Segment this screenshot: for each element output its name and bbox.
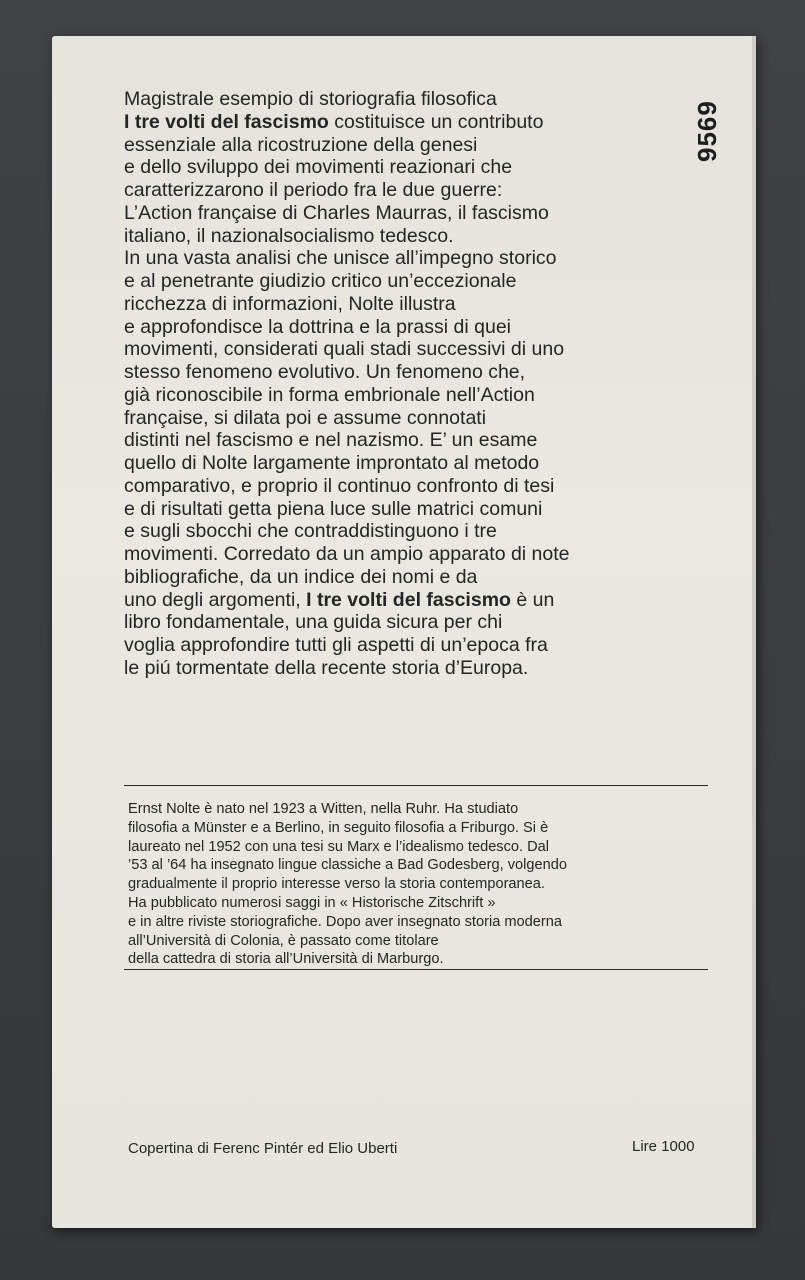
divider-top — [124, 785, 708, 786]
catalog-number: 9569 — [692, 100, 722, 162]
blurb-segment: e dello sviluppo dei movimenti reazionari che — [124, 156, 513, 179]
blurb-segment: française, si dilata poi e assume connotati — [124, 406, 487, 429]
blurb-line — [124, 657, 704, 680]
blurb-line — [124, 338, 704, 361]
blurb-line — [124, 452, 704, 475]
blurb-segment: italiano, il nazionalsocialismo tedesco. — [124, 224, 454, 247]
blurb-line — [124, 88, 704, 111]
cover-credit: Copertina di Ferenc Pintér ed Elio Uberti — [128, 1140, 398, 1157]
book-title-text: I tre volti del fascismo — [306, 588, 511, 611]
blurb-line — [124, 247, 704, 270]
divider-bottom — [124, 969, 708, 970]
book-title-text: I tre volti del fascismo — [124, 110, 329, 133]
blurb-line — [124, 498, 704, 521]
blurb-line — [124, 179, 704, 202]
blurb-segment: voglia approfondire tutti gli aspetti di un’epoca fra — [124, 634, 548, 656]
blurb-segment: costituisce un contributo — [328, 110, 544, 133]
blurb-text — [124, 88, 704, 680]
blurb-line — [124, 520, 704, 543]
bio-line: ’53 al ’64 ha insegnato lingue classiche a Bad Godesberg, volgendo — [128, 857, 567, 874]
blurb-line — [124, 134, 704, 157]
blurb-segment: libro fondamentale, una guida sicura per chi — [124, 611, 503, 634]
bio-line: della cattedra di storia all’Università di Marburgo. — [128, 951, 444, 968]
blurb-segment: distinti nel fascismo e nel nazismo. E’ un esame — [124, 429, 538, 452]
blurb-line — [124, 407, 704, 430]
blurb-line — [124, 361, 704, 384]
blurb-line — [124, 270, 704, 293]
blurb-line — [124, 293, 704, 316]
blurb-segment: Magistrale esempio di storiografia filosofica — [124, 88, 497, 110]
blurb-line — [124, 634, 704, 657]
blurb-line — [124, 111, 704, 134]
blurb-segment: quello di Nolte largamente improntato al metodo — [124, 452, 540, 474]
blurb-segment: movimenti, considerati quali stadi successivi di uno — [124, 338, 565, 361]
blurb-segment: e al penetrante giudizio critico un’eccezionale — [124, 270, 517, 292]
blurb-segment: In una vasta analisi che unisce all’impegno storico — [124, 247, 557, 270]
blurb-line — [124, 543, 704, 566]
blurb-segment: stesso fenomeno evolutivo. Un fenomeno che, — [124, 361, 526, 383]
bio-line: gradualmente il proprio interesse verso la storia contemporanea. — [128, 876, 545, 893]
blurb-segment: comparativo, e proprio il continuo confronto di tesi — [124, 474, 555, 497]
blurb-line — [124, 429, 704, 452]
blurb-segment: già riconoscibile in forma embrionale nell’Action — [124, 383, 535, 406]
blurb-line — [124, 566, 704, 589]
blurb-segment: caratterizzarono il periodo fra le due guerre: — [124, 179, 503, 201]
blurb-segment: e approfondisce la dottrina e la prassi di quei — [124, 315, 511, 338]
blurb-line — [124, 225, 704, 248]
blurb-segment: bibliografiche, da un indice dei nomi e da — [124, 565, 478, 588]
blurb-line — [124, 589, 704, 612]
blurb-segment: uno degli argomenti, — [124, 588, 307, 611]
blurb-line — [124, 316, 704, 339]
bio-line: e in altre riviste storiografiche. Dopo aver insegnato storia moderna — [128, 913, 562, 930]
blurb-segment: e sugli sbocchi che contraddistinguono i tre — [124, 520, 497, 543]
author-bio — [128, 800, 708, 969]
blurb-line — [124, 475, 704, 498]
bio-line: Ha pubblicato numerosi saggi in « Historische Zitschrift » — [128, 894, 496, 911]
bio-line: Ernst Nolte è nato nel 1923 a Witten, nella Ruhr. Ha studiato — [128, 801, 519, 817]
blurb-line — [124, 156, 704, 179]
blurb-line — [124, 202, 704, 225]
bio-line: filosofia a Münster e a Berlino, in seguito filosofia a Friburgo. Si è — [128, 819, 549, 836]
bio-line: all’Università di Colonia, è passato come titolare — [128, 932, 439, 949]
cover-edge — [752, 36, 756, 1228]
blurb-segment: e di risultati getta piena luce sulle matrici comuni — [124, 497, 543, 520]
price-label: Lire 1000 — [632, 1138, 695, 1155]
blurb-segment: movimenti. Corredato da un ampio apparato di note — [124, 543, 570, 565]
blurb-segment: L’Action française di Charles Maurras, il fascismo — [124, 201, 549, 224]
blurb-segment: le piú tormentate della recente storia d’Europa. — [124, 656, 529, 679]
blurb-segment: è un — [510, 588, 555, 611]
blurb-segment: ricchezza di informazioni, Nolte illustra — [124, 292, 456, 315]
blurb-line — [124, 611, 704, 634]
blurb-segment: essenziale alla ricostruzione della genesi — [124, 133, 478, 156]
bio-line: laureato nel 1952 con una tesi su Marx e l’idealismo tedesco. Dal — [128, 838, 550, 855]
blurb-line — [124, 384, 704, 407]
